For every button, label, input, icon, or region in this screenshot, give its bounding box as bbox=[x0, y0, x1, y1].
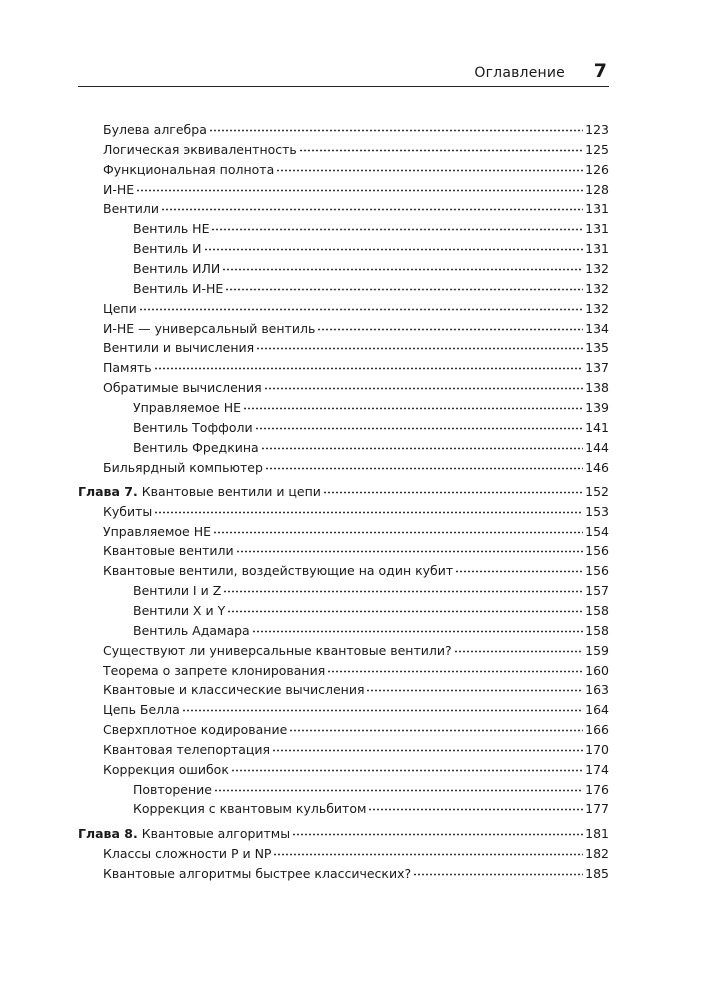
toc-entry-page: 144 bbox=[585, 439, 609, 455]
toc-entry-title: Квантовые вентили и цепи bbox=[141, 483, 321, 499]
toc-entry-page: 131 bbox=[585, 221, 609, 237]
toc-entry[interactable] bbox=[133, 780, 609, 800]
toc-entry-page: 128 bbox=[585, 181, 609, 197]
dot-leader bbox=[317, 319, 583, 333]
toc-entry[interactable] bbox=[103, 844, 609, 864]
toc-entry-title: Вентиль НЕ bbox=[133, 221, 210, 237]
toc-entry-page: 131 bbox=[585, 241, 609, 257]
dot-leader bbox=[231, 760, 583, 774]
toc-entry-page: 138 bbox=[585, 380, 609, 396]
toc-entry-title: Вентиль И-НЕ bbox=[133, 280, 224, 296]
dot-leader bbox=[413, 864, 583, 878]
toc-entry-title: Вентиль Фредкина bbox=[133, 439, 259, 455]
toc-entry-page: 158 bbox=[585, 622, 609, 638]
running-header-title: Оглавление bbox=[474, 65, 565, 81]
toc-entry-page: 132 bbox=[585, 280, 609, 296]
toc-entry-title: Квантовые и классические вычисления bbox=[103, 682, 365, 698]
page-number: 7 bbox=[593, 60, 607, 82]
toc-entry-title: Квантовые вентили, воздействующие на один кубит bbox=[103, 563, 454, 579]
toc-entry[interactable] bbox=[133, 219, 609, 239]
toc-entry-page: 177 bbox=[585, 801, 609, 817]
dot-leader bbox=[289, 720, 583, 734]
toc-entry-title: Коррекция ошибок bbox=[103, 761, 229, 777]
toc-entry-title: Существуют ли универсальные квантовые вентили? bbox=[103, 642, 452, 658]
toc-entry-title: Квантовые вентили bbox=[103, 543, 234, 559]
toc-entry[interactable] bbox=[133, 418, 609, 438]
toc-entry-page: 185 bbox=[585, 865, 609, 881]
toc-entry-page: 135 bbox=[585, 340, 609, 356]
toc-entry-title: Сверхплотное кодирование bbox=[103, 722, 288, 737]
toc-entry[interactable] bbox=[103, 140, 609, 160]
toc-entry-page: 131 bbox=[585, 201, 609, 217]
toc-entry[interactable] bbox=[133, 259, 609, 279]
toc-entry-title: Управляемое НЕ bbox=[133, 399, 241, 415]
toc-entry-page: 164 bbox=[585, 702, 609, 718]
toc-entry[interactable] bbox=[133, 601, 609, 621]
toc-entry-title: Цепь Белла bbox=[103, 702, 180, 718]
dot-leader bbox=[211, 219, 583, 233]
dot-leader bbox=[225, 279, 583, 293]
toc-entry[interactable] bbox=[103, 561, 609, 581]
dot-leader bbox=[273, 844, 583, 858]
dot-leader bbox=[256, 338, 583, 352]
toc-entry-page: 156 bbox=[585, 543, 609, 559]
toc-entry-title: Квантовые алгоритмы быстрее классических? bbox=[103, 865, 412, 881]
toc-entry-title: Управляемое НЕ bbox=[103, 523, 211, 539]
dot-leader bbox=[276, 160, 583, 174]
toc-entry[interactable] bbox=[103, 661, 609, 681]
toc-entry[interactable] bbox=[103, 700, 609, 720]
dot-leader bbox=[223, 581, 583, 595]
dot-leader bbox=[243, 398, 583, 412]
toc-entry-title: Вентиль ИЛИ bbox=[133, 260, 221, 276]
toc-entry-page: 125 bbox=[585, 141, 609, 157]
toc-chapter-number: Глава 7. bbox=[78, 483, 138, 499]
toc-entry-title: Вентиль И bbox=[133, 241, 202, 257]
toc-entry[interactable] bbox=[103, 180, 609, 200]
toc-entry-title: Логическая эквивалентность bbox=[103, 141, 297, 157]
toc-entry-page: 156 bbox=[585, 563, 609, 579]
toc-entry[interactable] bbox=[103, 319, 609, 339]
dot-leader bbox=[154, 358, 583, 372]
toc-entry-page: 174 bbox=[585, 761, 609, 777]
dot-leader bbox=[214, 780, 583, 794]
toc-entry[interactable] bbox=[133, 621, 609, 641]
toc-entry-title: Обратимые вычисления bbox=[103, 380, 262, 396]
dot-leader bbox=[299, 140, 583, 154]
toc-entry[interactable] bbox=[133, 799, 609, 819]
toc-entry-title: Коррекция с квантовым кульбитом bbox=[133, 801, 367, 817]
toc-entry-title: Функциональная полнота bbox=[103, 161, 275, 177]
toc-entry-title: Вентили bbox=[103, 201, 159, 217]
toc-entry[interactable] bbox=[103, 720, 609, 740]
toc-entry-title: Квантовая телепортация bbox=[103, 741, 271, 757]
toc-entry-page: 141 bbox=[585, 419, 609, 435]
toc-entry[interactable] bbox=[103, 522, 609, 542]
toc-entry-page: 132 bbox=[585, 260, 609, 276]
dot-leader bbox=[227, 601, 583, 615]
toc-entry[interactable] bbox=[133, 398, 609, 418]
toc-entry-title: Классы сложности P и NP bbox=[103, 845, 272, 861]
toc-entry-title: Повторение bbox=[133, 781, 212, 797]
toc-entry[interactable] bbox=[133, 581, 609, 601]
toc-entry-page: 157 bbox=[585, 583, 609, 599]
dot-leader bbox=[236, 541, 583, 555]
toc-entry-page: 170 bbox=[585, 741, 609, 757]
toc-entry[interactable] bbox=[103, 338, 609, 358]
toc-entry-title: Вентили и вычисления bbox=[103, 340, 255, 356]
toc-entry-title: Память bbox=[103, 360, 152, 376]
dot-leader bbox=[182, 700, 583, 714]
dot-leader bbox=[252, 621, 583, 635]
toc-entry-title: Вентиль Тоффоли bbox=[133, 419, 253, 435]
dot-leader bbox=[265, 458, 583, 472]
dot-leader bbox=[292, 824, 583, 838]
toc-entry[interactable] bbox=[133, 279, 609, 299]
toc-entry-page: 182 bbox=[585, 845, 609, 861]
toc-entry-page: 163 bbox=[585, 682, 609, 698]
running-header bbox=[78, 62, 609, 87]
dot-leader bbox=[264, 378, 584, 392]
toc-entry-title: Теорема о запрете клонирования bbox=[103, 662, 326, 678]
toc-entry-page: 160 bbox=[585, 662, 609, 678]
dot-leader bbox=[139, 299, 583, 313]
toc-entry[interactable] bbox=[103, 740, 609, 760]
toc-entry-title: Цепи bbox=[103, 300, 137, 316]
toc-entry-title: Кубиты bbox=[103, 503, 153, 519]
toc-entry-title: Вентили I и Z bbox=[133, 583, 222, 599]
dot-leader bbox=[222, 259, 583, 273]
toc-entry-title: Бильярдный компьютер bbox=[103, 459, 263, 475]
toc-entry-page: 137 bbox=[585, 360, 609, 376]
toc-entry[interactable] bbox=[133, 239, 609, 259]
toc-entry-page: 176 bbox=[585, 781, 609, 797]
dot-leader bbox=[213, 522, 583, 536]
dot-leader bbox=[154, 502, 583, 516]
toc-entry-page: 154 bbox=[585, 523, 609, 539]
toc-entry[interactable] bbox=[103, 160, 609, 180]
toc-entry-title: Квантовые алгоритмы bbox=[141, 825, 291, 841]
dot-leader bbox=[255, 418, 584, 432]
toc-entry-page: 159 bbox=[585, 642, 609, 658]
dot-leader bbox=[327, 661, 583, 675]
toc-entry-title: Булева алгебра bbox=[103, 122, 207, 137]
toc-entry[interactable] bbox=[103, 502, 609, 522]
toc-entry-title: И-НЕ — универсальный вентиль bbox=[103, 320, 316, 336]
dot-leader bbox=[323, 482, 583, 496]
toc-chapter-entry[interactable] bbox=[78, 824, 609, 844]
toc-entry-page: 134 bbox=[585, 320, 609, 336]
toc-entry[interactable] bbox=[103, 641, 609, 661]
toc-entry-page: 146 bbox=[585, 459, 609, 475]
toc-entry[interactable] bbox=[103, 864, 609, 884]
toc-entry-title: Вентили X и Y bbox=[133, 602, 226, 618]
dot-leader bbox=[161, 199, 583, 213]
dot-leader bbox=[261, 438, 583, 452]
toc-entry-page: 158 bbox=[585, 602, 609, 618]
toc-entry-page: 181 bbox=[585, 825, 609, 841]
toc-entry-title: Вентиль Адамара bbox=[133, 622, 250, 638]
dot-leader bbox=[366, 680, 583, 694]
dot-leader bbox=[204, 239, 584, 253]
toc-entry-page: 153 bbox=[585, 503, 609, 519]
toc-entry[interactable] bbox=[103, 120, 609, 140]
toc-entry-page: 152 bbox=[585, 483, 609, 499]
toc-entry[interactable] bbox=[103, 760, 609, 780]
dot-leader bbox=[136, 180, 583, 194]
dot-leader bbox=[272, 740, 583, 754]
toc-entry-page: 132 bbox=[585, 300, 609, 316]
toc-entry[interactable] bbox=[133, 438, 609, 458]
toc-entry[interactable] bbox=[103, 199, 609, 219]
toc-entry[interactable] bbox=[103, 358, 609, 378]
toc-chapter-number: Глава 8. bbox=[78, 825, 138, 841]
toc-entry[interactable] bbox=[103, 299, 609, 319]
dot-leader bbox=[455, 561, 583, 575]
toc-entry[interactable] bbox=[103, 458, 609, 478]
toc-entry-title: И-НЕ bbox=[103, 181, 135, 197]
toc-entry-page: 123 bbox=[585, 122, 609, 137]
dot-leader bbox=[454, 641, 584, 655]
dot-leader bbox=[368, 799, 583, 813]
toc-chapter-entry[interactable] bbox=[78, 482, 609, 502]
toc-entry[interactable] bbox=[103, 680, 609, 700]
toc-entry[interactable] bbox=[103, 541, 609, 561]
toc-entry[interactable] bbox=[103, 378, 609, 398]
dot-leader bbox=[209, 120, 583, 134]
toc-entry-page: 126 bbox=[585, 161, 609, 177]
toc-entry-page: 139 bbox=[585, 399, 609, 415]
toc-entry-page: 166 bbox=[585, 722, 609, 737]
